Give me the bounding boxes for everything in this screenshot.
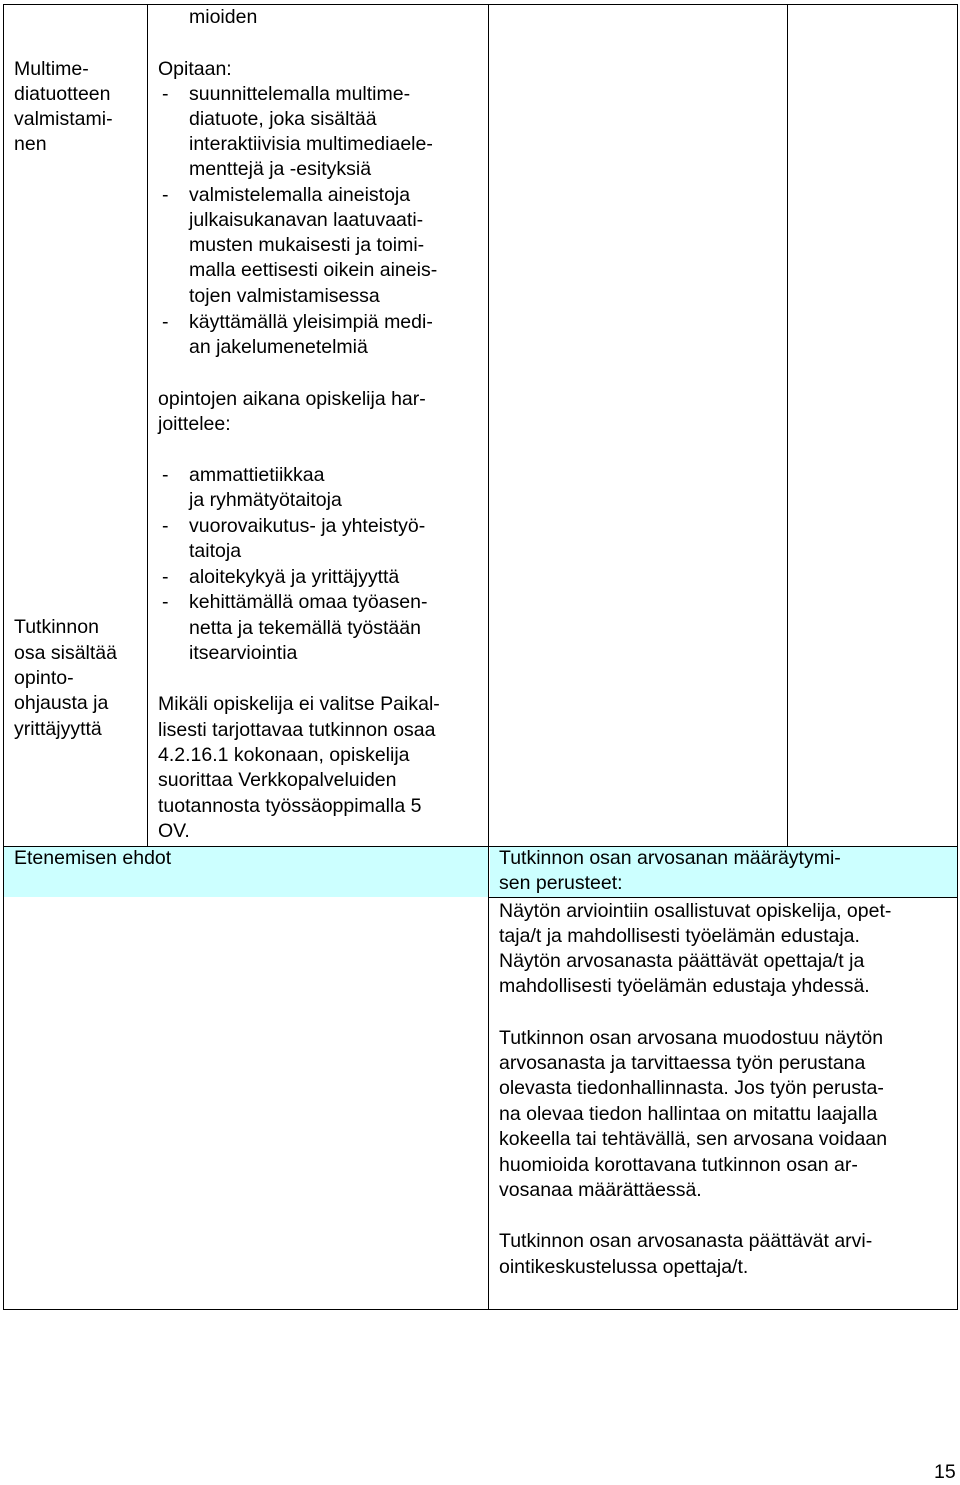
- page-number: 15: [934, 1461, 956, 1483]
- intro-text: Opitaan:: [158, 58, 232, 80]
- table-border: [957, 4, 958, 1310]
- table-border: [3, 4, 4, 1310]
- table-border: [488, 4, 489, 1310]
- table-border: [147, 4, 148, 846]
- table-border: [3, 4, 958, 5]
- table-border: [3, 1309, 958, 1310]
- intro-text: opintojen aikana opiskelija har-: [158, 388, 426, 410]
- table-border: [787, 4, 788, 846]
- col2-top-fragment: mioiden: [189, 6, 258, 28]
- progress-conditions-heading: Etenemisen ehdot: [14, 847, 172, 869]
- intro-text: joittelee:: [158, 413, 231, 435]
- grading-heading: sen perusteet:: [499, 872, 623, 894]
- grading-heading: Tutkinnon osan arvosanan määräytymi-: [499, 847, 841, 869]
- document-page: mioiden Multime- diatuotteen valmistami- nen Opitaan: - suunnittelemalla multime- diatuote, joka sisältää interaktiivisia multimediaele- menttejä ja -esityksiä - valmistelemalla aineistoja julkaisukanavan laatuvaati- musten mukaisesti ja toimi- malla eettisesti oikein aineis- tojen valmistamisessa - käyttämällä yleisimpiä medi- an jakelumenetelmiä Tutkinnon osa sisältää opinto- ohjausta ja yrittäjyyttä opintojen aikana opiskelija har- joittelee: - ammattietiikkaa ja ryhmätyötaitoja - vuorovaikutus- ja yhteistyö- taitoja - aloitekykyä ja yrittäjyyttä - kehittämällä omaa työasen- netta ja tekemällä työstään itsearviointia Mikäli opiskelija ei valitse Paikal- lisesti tarjottavaa tutkinnon osaa 4.2.16.1 kokonaan, opiskelija suorittaa Verkkopalveluiden tuotannosta työssäoppimalla 5 OV. Etenemisen ehdot Tutkinnon osan arvosanan määräytymi- sen perusteet: Näytön arviointiin osallistuvat opiskelija, opet- taja/t ja mahdollisesti työelämän edustaja. Näytön arvosanasta päättävät opettaja/t ja mahdollisesti työelämän edustaja yhdessä. Tutkinnon osan arvosana muodostuu näytön arvosanasta ja tarvittaessa työn perustana olevasta tiedonhallinnasta. Jos työn perusta- na olevaa tiedon hallintaa on mitattu laajalla kokeella tai tehtävällä, sen arvosana voidaan huomioida korottavana tutkinnon osan ar- vosanaa määrättäessä. Tutkinnon osan arvosanasta päättävät arvi- ointikeskustelussa opettaja/t. 15: [0, 0, 960, 1481]
- table-border: [489, 897, 958, 898]
